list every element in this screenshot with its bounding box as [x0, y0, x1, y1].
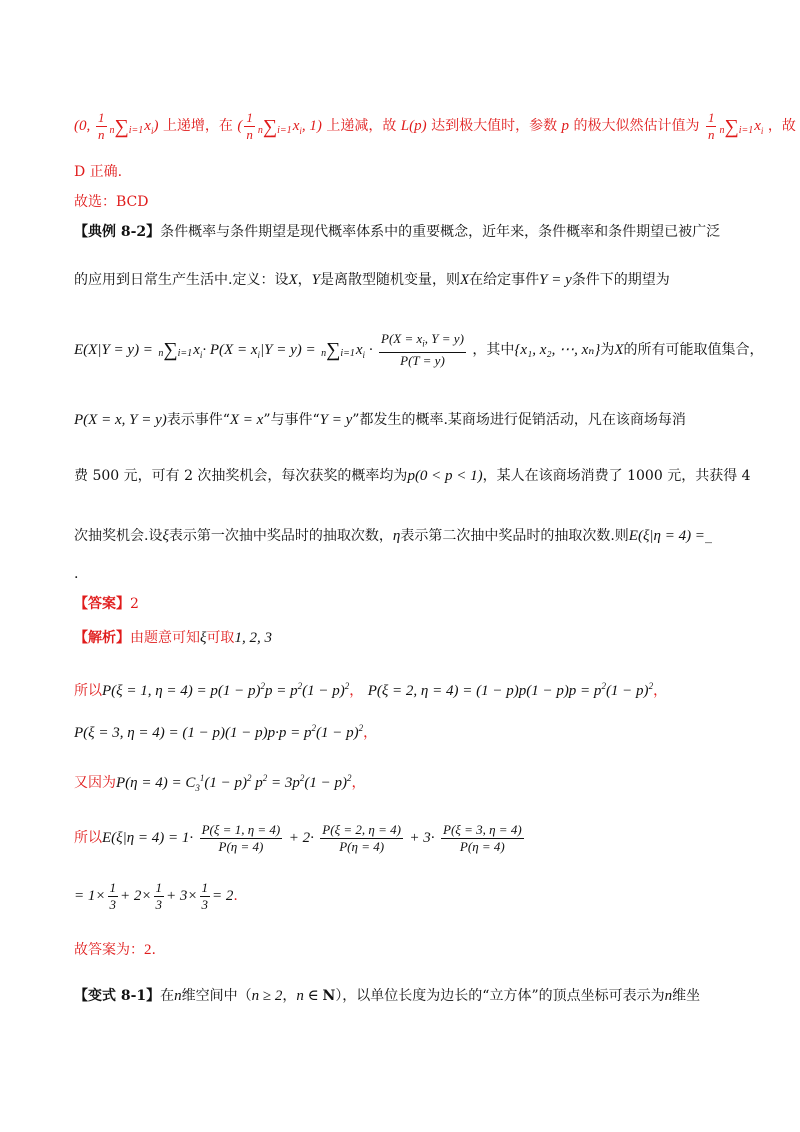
formula-mid3: |Y = y) =	[260, 342, 316, 358]
analysis-line1	[74, 628, 740, 648]
l4-text2: ”与事件“	[263, 412, 320, 428]
analysis-line5	[74, 818, 740, 858]
sum-symbol-2: n∑i=1	[321, 339, 355, 361]
value-set: {x₁, x₂, ⋯, xₙ}	[514, 342, 601, 358]
answer-tag: 【答案】	[74, 596, 130, 612]
answer-choice: 故选：BCD	[74, 194, 149, 210]
expect-text: 条件下的期望为	[571, 272, 670, 288]
discrete-text: 是离散型随机变量，则	[319, 272, 460, 288]
var-n: n	[174, 988, 182, 1004]
xi-symbol: ξ	[162, 528, 169, 544]
formula-tail3: 的所有可能取值集合，	[623, 342, 764, 358]
answer-value: 2	[130, 596, 139, 612]
var-n-2: n	[664, 988, 673, 1004]
analysis-tag: 【解析】	[74, 630, 130, 646]
example-8-2-line1	[74, 222, 740, 242]
prob-range: p(0 < p < 1)	[407, 468, 483, 484]
estimate-formula: $\frac{1}{n}$ $n\sum i=1x_i$	[707, 110, 764, 143]
sum-symbol: n∑i=1	[158, 339, 193, 361]
plus-2: + 2·	[288, 830, 314, 846]
comma2: ，	[653, 683, 668, 699]
analysis-line6	[74, 876, 740, 916]
joint-prob: P(X = x, Y = y)	[74, 412, 167, 428]
analysis-text2: 可取	[206, 630, 235, 646]
l6-text1: 次抽奖机会.设	[74, 528, 163, 544]
variant-tag: 【变式 8-1】	[74, 988, 161, 1004]
example-8-2-line4	[74, 410, 740, 430]
conclusion-period: .	[151, 942, 156, 958]
v-text3: ），以单位长度为边长的“立方体”的顶点坐标可表示为	[335, 988, 665, 1004]
formula-fraction: $\frac{P(X = x_i, Y = y)}{P(T = y)}$	[381, 331, 464, 368]
v-text4: 维坐	[672, 988, 701, 1004]
conclusion-text: 故答案为：	[74, 942, 144, 958]
l5-text2: ，某人在该商场消费了 1000 元，共获得 4	[482, 468, 751, 484]
one-third-1: $\frac{1}{3}$	[109, 879, 116, 912]
var-x: X	[288, 272, 298, 288]
frac-term2: $\frac{P(\xi = 2, \eta = 4)}{P(\eta = 4)}$	[322, 821, 401, 854]
analysis-line2	[74, 676, 740, 701]
prob-xi3: P(ξ = 3, $\eta = 4) = (1 - p)(1 - p)p\cdot p = p^2(1 - p)^2$	[74, 723, 364, 741]
answer-line	[74, 594, 740, 614]
example-8-2-line5	[74, 466, 751, 486]
formula-xi: x	[193, 342, 200, 358]
naturals: N	[322, 988, 336, 1004]
ml-estimate-paragraph	[74, 108, 796, 149]
example-text1: 条件概率与条件期望是现代概率体系中的重要概念，近年来，条件概率和条件期望已被广泛	[160, 224, 721, 240]
event-x: X = x	[229, 412, 264, 428]
expectation-formula: $E(X|Y = y) = n\sum i=1x_i\cdot P(X = x_i|Y = y) = n\sum i=1x_i$ · $\frac{P(X = x_i, Y = y)}{P(T = y)}$ ，其中{x₁, x₂, ⋯, xₙ}为X的所有可能取值集合，	[74, 331, 764, 368]
question-expr: E(ξ|η = 4) =	[628, 528, 705, 544]
therefore-text: ，故	[767, 118, 796, 134]
interval-right: ( $\frac{1}{n}$ $n\sum i=1x_i$, 1)	[237, 110, 322, 143]
v-text1: 在	[160, 988, 175, 1004]
formula-mid: · P(X = x	[202, 342, 258, 358]
l6-text3: 表示第二次抽中奖品时的抽取次数.则	[400, 528, 629, 544]
calc-3: + 3×	[166, 888, 198, 904]
l4-text1: 表示事件“	[166, 412, 230, 428]
v-text2: 维空间中（	[181, 988, 252, 1004]
given-text: 在给定事件	[469, 272, 540, 288]
conclusion-d: D 正确.	[74, 164, 123, 180]
comma: ，	[297, 272, 312, 288]
one-third-2: $\frac{1}{3}$	[155, 879, 162, 912]
plus-3: + 3·	[409, 830, 435, 846]
example-8-2-line2	[74, 270, 740, 290]
event-y: Y = y	[539, 272, 572, 288]
comma1: ，	[349, 683, 364, 699]
conclusion-value: 2	[144, 942, 152, 958]
formula-lhs: E(X|Y = y) =	[74, 342, 153, 358]
blank: _	[704, 528, 712, 544]
likelihood-fn: L(p)	[400, 118, 427, 134]
so-text-2: 所以	[74, 830, 102, 846]
analysis-conclusion	[74, 940, 740, 960]
decrease-text: 上递减，故	[326, 118, 397, 134]
expect-lhs: E(ξ|η = 4) = 1·	[102, 830, 194, 846]
xi-symbol-2: ξ	[200, 630, 207, 646]
formula-tail: ，其中	[472, 342, 515, 358]
analysis-line4	[74, 768, 740, 798]
calc-result: = 2	[212, 888, 234, 904]
formula-tail2: 为	[600, 342, 615, 358]
n-cond: n ≥ 2	[251, 988, 283, 1004]
var-x2: X	[459, 272, 470, 288]
l4-text3: ”都发生的概率.某商场进行促销活动，凡在该商场每消	[352, 412, 686, 428]
eta-symbol: η	[392, 528, 401, 544]
values-list: 1, 2, 3	[234, 630, 272, 646]
increase-text: 上递增，在	[162, 118, 233, 134]
prob-eta4: $P(\eta = 4) = C_3^1(1 - p)^2$ $p^2 = 3p^2(1 - p)^2$	[116, 773, 352, 793]
var-y: Y	[311, 272, 320, 288]
n-in: n ∈	[296, 988, 323, 1004]
prob-xi1: P(ξ = 1, $\eta = 4) = p(1 - p)^2p = p^2(1 - p)^2$	[102, 681, 350, 699]
interval-left: (0, $\frac{1}{n}$ $n\sum i=1x_i$)	[74, 110, 159, 143]
frac-term3: $\frac{P(\xi = 3, \eta = 4)}{P(\eta = 4)}$	[443, 821, 522, 854]
one-third-3: $\frac{1}{3}$	[201, 879, 208, 912]
l6-text2: 表示第一次抽中奖品时的抽取次数，	[168, 528, 393, 544]
so-text: 所以	[74, 683, 102, 699]
variant-8-1	[74, 986, 740, 1006]
calc-2: + 2×	[120, 888, 152, 904]
comma4: ，	[351, 775, 366, 791]
example-8-2-line7: .	[74, 566, 79, 582]
event-y2: Y = y	[319, 412, 353, 428]
param-p: p	[561, 118, 570, 134]
calc-1: = 1×	[74, 888, 106, 904]
prob-xi2: P(ξ = 2, $\eta = 4) = (1 - p)p(1 - p)p = p^2(1 - p)^2$	[367, 681, 654, 699]
comma3: ，	[363, 725, 378, 741]
frac-term1: $\frac{P(\xi = 1, \eta = 4)}{P(\eta = 4)}$	[201, 821, 281, 854]
because-text: 又因为	[74, 775, 116, 791]
analysis-text1: 由题意可知	[130, 630, 200, 646]
analysis-line3	[74, 718, 740, 743]
example-8-2-line6	[74, 526, 740, 546]
max-text: 达到极大值时，参数	[431, 118, 558, 134]
l5-text1: 费 500 元，可有 2 次抽奖机会，每次获奖的概率均为	[74, 468, 408, 484]
def-text: 的应用到日常生产生活中.定义：设	[74, 272, 289, 288]
v-comma: ，	[282, 988, 297, 1004]
estimate-text: 的极大似然估计值为	[573, 118, 700, 134]
period: .	[233, 888, 238, 904]
example-tag: 【典例 8-2】	[74, 224, 161, 240]
